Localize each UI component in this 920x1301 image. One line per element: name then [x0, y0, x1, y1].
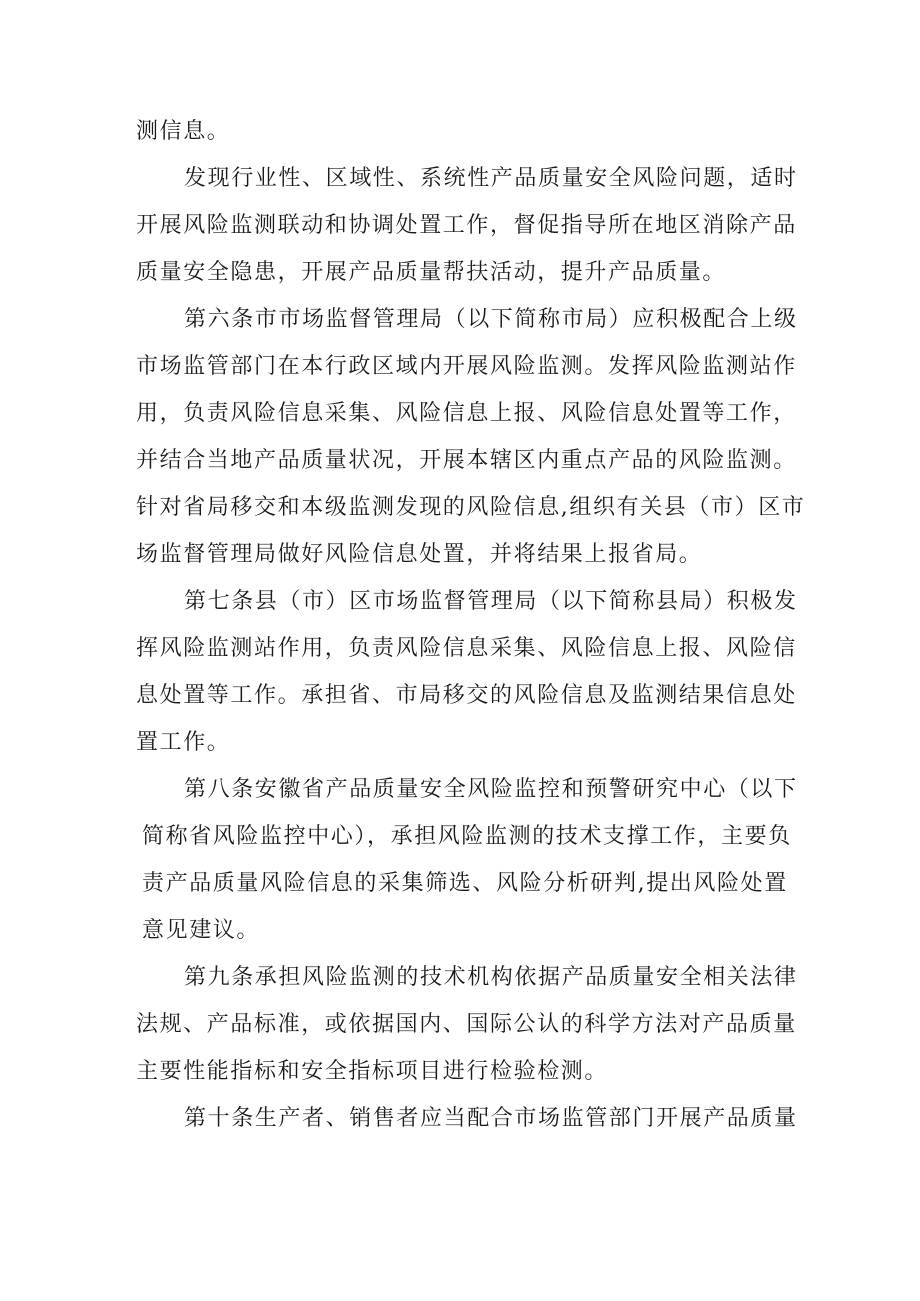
paragraph-article-8 [136, 766, 798, 954]
text-line: 第九条承担风险监测的技术机构依据产品质量安全相关法律 [184, 965, 798, 990]
text-line: 法规、产品标准，或依据国内、国际公认的科学方法对产品质量 [136, 1012, 797, 1037]
text-line: 主要性能指标和安全指标项目进行检验检测。 [136, 1059, 609, 1084]
text-line: 责产品质量风险信息的采集筛选、风险分析研判,提出风险处置 [142, 871, 788, 896]
document-body [136, 108, 806, 1142]
text-line: 市场监管部门在本行政区域内开展风险监测。发挥风险监测站作 [136, 354, 797, 379]
text-line: 并结合当地产品质量状况，开展本辖区内重点产品的风险监测。 [136, 448, 797, 473]
text-line: 第八条安徽省产品质量安全风险监控和预警研究中心（以下 [184, 777, 798, 802]
text-line: 第十条生产者、销售者应当配合市场监管部门开展产品质量 [184, 1106, 798, 1131]
text-line: 发现行业性、区域性、系统性产品质量安全风险问题，适时 [184, 166, 798, 191]
paragraph-article-6 [136, 296, 806, 578]
text-line: 息处置等工作。承担省、市局移交的风险信息及监测结果信息处 [136, 683, 797, 708]
paragraph-article-7 [136, 578, 798, 766]
text-line: 意见建议。 [142, 918, 261, 943]
paragraph-article-9 [136, 954, 798, 1095]
paragraph-risk-handling [136, 155, 798, 296]
text-line: 质量安全隐患，开展产品质量帮扶活动，提升产品质量。 [136, 260, 727, 285]
text-line: 第七条县（市）区市场监督管理局（以下简称县局）积极发 [184, 589, 798, 614]
text-line: 置工作。 [136, 730, 231, 755]
text-line: 针对省局移交和本级监测发现的风险信息,组织有关县（市）区市 [136, 495, 806, 520]
text-line: 测信息。 [136, 119, 231, 144]
paragraph-continuation [136, 108, 786, 155]
text-line: 场监督管理局做好风险信息处置，并将结果上报省局。 [136, 542, 703, 567]
text-line: 挥风险监测站作用，负责风险信息采集、风险信息上报、风险信 [136, 636, 797, 661]
text-line: 简称省风险监控中心），承担风险监测的技术支撑工作，主要负 [142, 824, 792, 849]
text-line: 开展风险监测联动和协调处置工作，督促指导所在地区消除产品 [136, 213, 797, 238]
text-line: 用，负责风险信息采集、风险信息上报、风险信息处置等工作， [136, 401, 797, 426]
text-line: 第六条市市场监督管理局（以下简称市局）应积极配合上级 [184, 307, 798, 332]
paragraph-article-10 [136, 1095, 798, 1142]
